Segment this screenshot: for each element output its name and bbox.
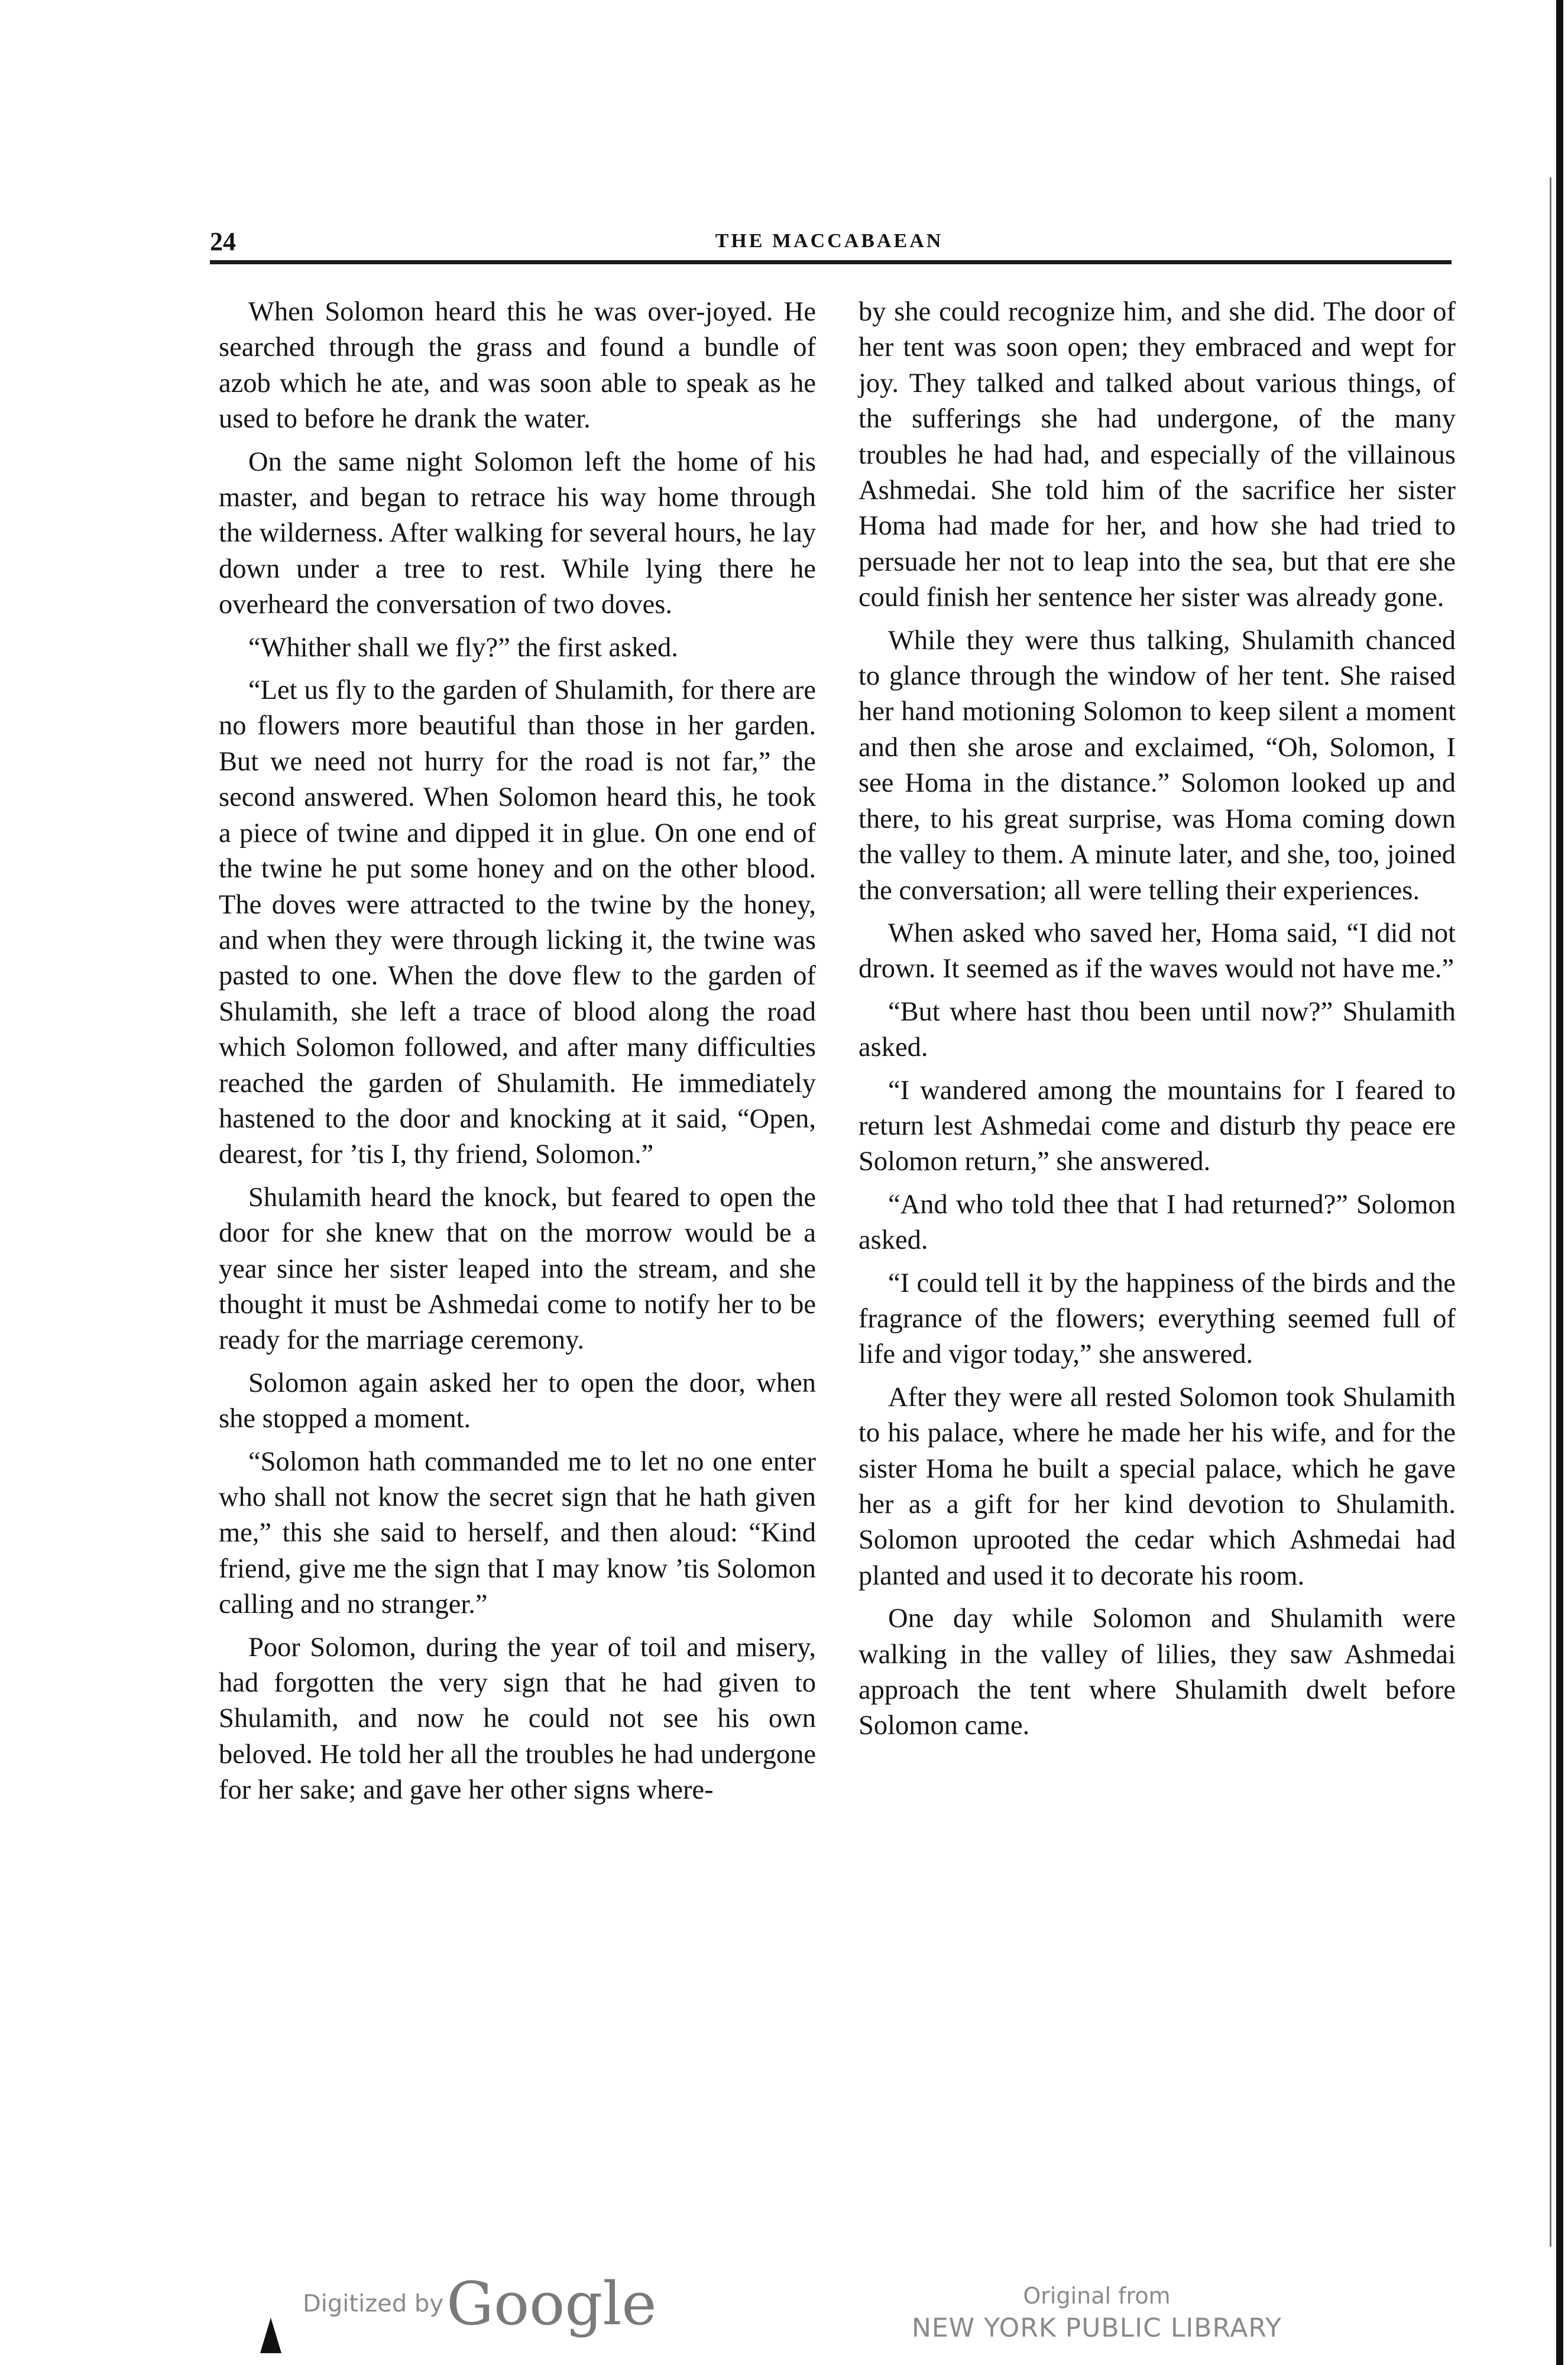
digitized-by-watermark bbox=[303, 2269, 657, 2338]
original-source-watermark bbox=[887, 2281, 1307, 2346]
page-number: 24 bbox=[210, 227, 236, 256]
library-name: NEW YORK PUBLIC LIBRARY bbox=[911, 2313, 1282, 2343]
paragraph: Shulamith heard the knock, but feared to open the door for she knew that on the morrow would be a year since her sister leaped into the stream, and she thought it must be Ashmedai come to notify her to be ready for the marriage ceremony. bbox=[219, 1182, 816, 1356]
paragraph: “I wandered among the mountains for I feared to return lest Ashmedai come and disturb thy peace ere Solomon return,” she answered. bbox=[858, 1075, 1456, 1177]
original-from-label: Original from bbox=[1023, 2283, 1171, 2309]
google-logo: Google bbox=[446, 2269, 657, 2338]
scan-mark bbox=[260, 2318, 281, 2353]
paragraph: On the same night Solomon left the home of his master, and began to retrace his way home through the wilderness. After walking for several hours, he lay down under a tree to rest. While lying there he overheard the conversation of two doves. bbox=[219, 446, 816, 620]
paragraph: When asked who saved her, Homa said, “I did not drown. It seemed as if the waves would not have me.” bbox=[858, 918, 1456, 984]
header-rule bbox=[210, 260, 1452, 264]
paragraph: “And who told thee that I had returned?” Solomon asked. bbox=[858, 1189, 1456, 1256]
paragraph: “Whither shall we fly?” the first asked. bbox=[248, 632, 678, 663]
paragraph: “I could tell it by the happiness of the birds and the fragrance of the flowers; everything seemed full of life and vigor today,” she answered. bbox=[858, 1268, 1456, 1370]
left-column bbox=[219, 294, 816, 1816]
running-title: THE MACCABAEAN bbox=[715, 230, 944, 252]
paragraph: One day while Solomon and Shulamith were walking in the valley of lilies, they saw Ashmedai approach the tent where Shulamith dwelt before Solomon came. bbox=[858, 1603, 1456, 1741]
paragraph: “But where hast thou been until now?” Shulamith asked. bbox=[858, 996, 1456, 1063]
page-edge bbox=[1556, 0, 1563, 2365]
paragraph: “Let us fly to the garden of Shulamith, for there are no flowers more beautiful than those in her garden. But we need not hurry for the road is not far,” the second answered. When Solomon heard this, he took a piece of twine and dipped it in glue. On one end of the twine he put some honey and on the other blood. The doves were attracted to the twine by the honey, and when they were through licking it, the twine was pasted to one. When the dove flew to the garden of Shulamith, she left a trace of blood along the road which Solomon followed, and after many difficulties reached the garden of Shulamith. He immediately hastened to the door and knocking at it said, “Open, dearest, for ’tis I, thy friend, Solomon.” bbox=[219, 675, 816, 1170]
page-edge-shadow bbox=[1550, 177, 1551, 2247]
paragraph: When Solomon heard this he was over-joyed. He searched through the grass and found a bundle of azob which he ate, and was soon able to speak as he used to before he drank the water. bbox=[219, 297, 816, 435]
paragraph: Solomon again asked her to open the door, when she stopped a moment. bbox=[219, 1368, 816, 1434]
paragraph: After they were all rested Solomon took Shulamith to his palace, where he made her his wife, and for the sister Homa he built a special palace, which he gave her as a gift for her kind devotion to Shulamith. Solomon uprooted the cedar which Ashmedai had planted and used it to decorate his room. bbox=[858, 1382, 1456, 1591]
paragraph: Poor Solomon, during the year of toil and misery, had forgotten the very sign that he had given to Shulamith, and now he could not see his own beloved. He told her all the troubles he had undergone for her sake; and gave her other signs where- bbox=[219, 1632, 816, 1806]
paragraph: by she could recognize him, and she did. The door of her tent was soon open; they embraced and wept for joy. They talked and talked about various things, of the sufferings she had undergone, of the many troubles he had had, and especially of the villainous Ashmedai. She told him of the sacrifice her sister Homa had made for her, and how she had tried to persuade her not to leap into the sea, but that ere she could finish her sentence her sister was already gone. bbox=[858, 297, 1456, 613]
right-column bbox=[858, 294, 1456, 1751]
digitized-by-label: Digitized by bbox=[303, 2290, 443, 2318]
paragraph: “Solomon hath commanded me to let no one enter who shall not know the secret sign that he hath given me,” this she said to herself, and then aloud: “Kind friend, give me the sign that I may know ’tis Solomon calling and no stranger.” bbox=[219, 1446, 816, 1620]
paragraph: While they were thus talking, Shulamith chanced to glance through the window of her tent. She raised her hand motioning Solomon to keep silent a moment and then she arose and exclaimed, “Oh, Solomon, I see Homa in the distance.” Solomon looked up and there, to his great surprise, was Homa coming down the valley to them. A minute later, and she, too, joined the conversation; all were telling their experiences. bbox=[858, 625, 1456, 906]
page-header bbox=[210, 226, 1449, 256]
